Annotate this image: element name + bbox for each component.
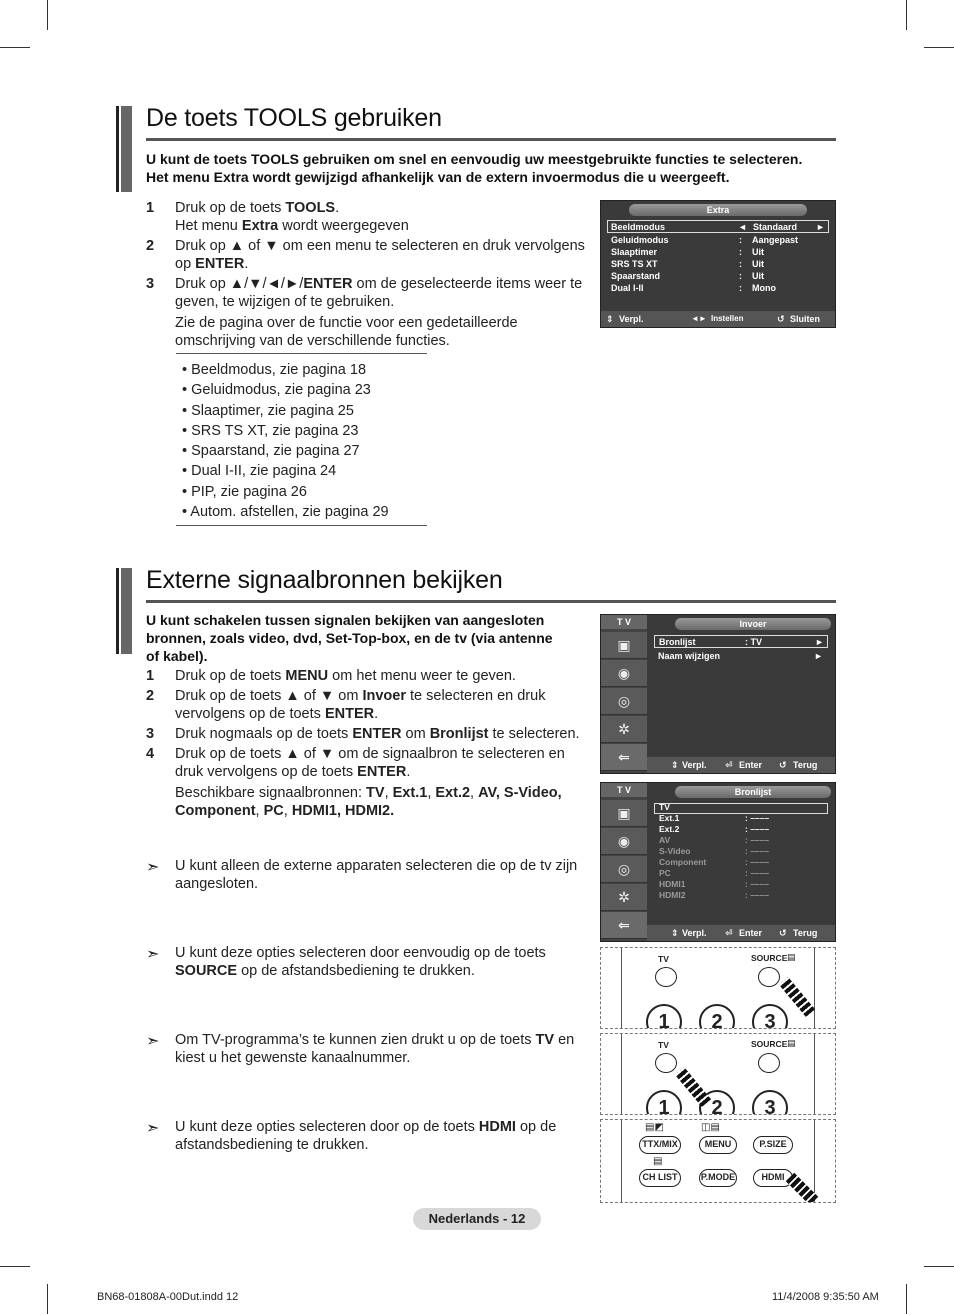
footer-date: 11/4/2008 9:35:50 AM <box>772 1291 879 1303</box>
step-key: MENU <box>285 668 329 684</box>
sound-icon[interactable]: ◉ <box>601 828 647 855</box>
osd-row-label: Spaarstand <box>611 271 661 281</box>
source-icon: ▤ <box>787 1038 796 1048</box>
step-number: 4 <box>146 746 155 762</box>
source-value: : –––– <box>745 846 770 856</box>
crop-mark <box>906 0 907 30</box>
step-key: Invoer <box>362 688 406 704</box>
source-list-item[interactable] <box>659 846 829 857</box>
return-icon: ↺ <box>779 760 787 770</box>
note-arrow-icon: ➣ <box>146 946 160 963</box>
osd-footer <box>601 311 835 327</box>
sources-prefix: Beschikbare signaalbronnen: <box>175 785 367 801</box>
number-button-1[interactable]: 1 <box>646 1004 682 1029</box>
input-icon[interactable]: ⇐ <box>601 912 647 939</box>
note-key: SOURCE <box>175 963 238 979</box>
input-icon[interactable]: ⇐ <box>601 744 647 771</box>
p-mode-button[interactable]: P.MODE <box>699 1169 737 1187</box>
note-text: U kunt deze opties selecteren door op de toets <box>175 1119 479 1135</box>
source-label: PC <box>659 868 671 878</box>
crop-mark <box>0 47 30 48</box>
osd-foot-enter: Enter <box>739 760 763 770</box>
number-button-2[interactable]: 2 <box>699 1004 735 1029</box>
number-button-2[interactable]: 2 <box>699 1090 735 1115</box>
hdmi-button[interactable]: HDMI <box>753 1169 793 1187</box>
source-list-item[interactable] <box>659 890 829 901</box>
source-label: Ext.1 <box>659 813 680 823</box>
list-item: • Slaaptimer, zie pagina 25 <box>182 402 354 419</box>
note-text: en kiest u het gewenste kanaalnummer. <box>175 1032 575 1066</box>
updown-icon: ⇕ <box>606 314 614 324</box>
osd-row-label: SRS TS XT <box>611 259 658 269</box>
intro-line: U kunt de toets TOOLS gebruiken om snel en eenvoudig uw meestgebruikte functies te selecteren. <box>146 151 803 167</box>
section2-title: Externe signaalbronnen bekijken <box>146 566 503 594</box>
osd-row-value: Uit <box>752 271 764 281</box>
step-key: Bronlijst <box>429 726 489 742</box>
list-item: • Geluidmodus, zie pagina 23 <box>182 382 371 399</box>
number-button-3[interactable]: 3 <box>752 1004 788 1029</box>
list-item: • Autom. afstellen, zie pagina 29 <box>182 504 389 521</box>
note-arrow-icon: ➣ <box>146 1120 160 1137</box>
picture-icon[interactable]: ▣ <box>601 632 647 659</box>
ch-list-button[interactable]: CH LIST <box>639 1169 681 1187</box>
osd-row-value: : TV <box>745 637 762 647</box>
footer-filename: BN68-01808A-00Dut.indd 12 <box>97 1291 239 1303</box>
osd-header: Bronlijst <box>675 786 831 798</box>
step-key: ENTER <box>357 764 407 780</box>
source-name: TV <box>366 785 385 801</box>
return-icon: ↺ <box>777 314 785 324</box>
step-text: om het menu weer te geven. <box>328 668 516 684</box>
osd-row-value: Uit <box>752 247 764 257</box>
left-arrow-icon: ◄ <box>738 222 747 232</box>
osd-foot-enter: Enter <box>739 928 763 938</box>
note-key: HDMI <box>478 1119 516 1135</box>
note-arrow-icon: ➣ <box>146 1033 160 1050</box>
osd-row-selected[interactable] <box>654 635 828 648</box>
step-key: ENTER <box>324 706 375 722</box>
osd-tv-tab: T V <box>601 783 647 797</box>
osd-sidebar <box>601 783 647 941</box>
updown-icon: ⇕ <box>671 928 679 938</box>
section2-intro <box>146 611 586 665</box>
step-extra: Zie de pagina over de functie voor een gedetailleerde omschrijving van de verschillende functies. <box>175 315 518 349</box>
step-key: TOOLS <box>285 200 336 216</box>
leftright-icon: ◄► <box>691 314 707 323</box>
note-arrow-icon: ➣ <box>146 859 160 876</box>
osd-row-sep: : <box>739 235 742 245</box>
step-text: Druk op de toets <box>175 668 286 684</box>
channel-icon[interactable]: ◎ <box>601 856 647 883</box>
p-size-button[interactable]: P.SIZE <box>753 1136 793 1154</box>
source-name: PC <box>263 803 284 819</box>
teletext-icon: ▤◩ <box>645 1122 664 1133</box>
source-list <box>659 802 829 901</box>
source-label: Ext.2 <box>659 824 680 834</box>
source-value: : –––– <box>745 879 770 889</box>
source-button[interactable] <box>758 967 780 987</box>
teletext-icon: ▤ <box>653 1156 663 1167</box>
source-name: Component <box>175 803 256 819</box>
note-text: Om TV-programma’s te kunnen zien drukt u op de toets <box>175 1032 536 1048</box>
osd-footer <box>647 925 835 941</box>
teletext-icon: ◫▤ <box>701 1122 720 1133</box>
tv-label: TV <box>658 1040 669 1050</box>
osd-header: Extra <box>629 204 807 216</box>
source-name: HDMI1, HDMI2. <box>291 803 395 819</box>
tv-button[interactable] <box>655 1053 677 1073</box>
number-button-1[interactable]: 1 <box>646 1090 682 1115</box>
list-item: • Spaarstand, zie pagina 27 <box>182 443 360 460</box>
source-label: SOURCE <box>751 953 788 963</box>
note-text: U kunt alleen de externe apparaten selecteren die op de tv zijn aangesloten. <box>175 858 578 892</box>
osd-row-label: Slaaptimer <box>611 247 658 257</box>
menu-button[interactable]: MENU <box>699 1136 737 1154</box>
osd-row-value: Uit <box>752 259 764 269</box>
step-text: . <box>406 764 411 780</box>
right-arrow-icon: ► <box>814 651 823 661</box>
osd-row-sep: : <box>739 247 742 257</box>
osd-foot-back: Terug <box>793 760 818 770</box>
remote-illustration-hdmi <box>600 1119 836 1203</box>
step-number: 1 <box>146 668 155 684</box>
right-arrow-icon: ► <box>815 637 824 647</box>
page-number-badge: Nederlands - 12 <box>413 1208 541 1230</box>
osd-row-label: Beeldmodus <box>611 222 666 232</box>
osd-row-sep: : <box>739 259 742 269</box>
osd-foot-move: Verpl. <box>619 314 644 324</box>
step-text: . <box>374 706 379 722</box>
osd-row-value: Standaard <box>753 222 798 232</box>
source-list-item[interactable] <box>659 824 829 835</box>
source-value: : –––– <box>745 835 770 845</box>
osd-row-label: Naam wijzigen <box>658 651 721 661</box>
source-label: HDMI1 <box>659 879 686 889</box>
source-label: AV <box>659 835 671 845</box>
updown-icon: ⇕ <box>671 760 679 770</box>
step-number: 1 <box>146 200 155 216</box>
osd-row-sep: : <box>739 271 742 281</box>
note-text: op de afstandsbediening te drukken. <box>237 963 475 979</box>
step-key: ENTER <box>195 256 245 272</box>
remote-illustration-tv <box>600 1033 836 1115</box>
step-text: Het menu <box>175 218 242 234</box>
setup-icon[interactable]: ✲ <box>601 884 647 911</box>
osd-row-value: Aangepast <box>752 235 799 245</box>
source-list-item[interactable] <box>659 868 829 879</box>
intro-line: bronnen, zoals video, dvd, Set-Top-box, en de tv (via antenne <box>146 630 553 646</box>
osd-foot-move: Verpl. <box>682 760 707 770</box>
crop-mark <box>906 1284 907 1314</box>
step-text: Druk op de toets ▲ of ▼ om de signaalbron te selecteren en druk vervolgens op de toets <box>175 746 565 780</box>
osd-bronlijst-menu <box>600 782 836 942</box>
crop-mark <box>924 1266 954 1267</box>
note-key: TV <box>535 1032 555 1048</box>
source-label: HDMI2 <box>659 890 686 900</box>
tv-button[interactable] <box>655 967 677 987</box>
note-text: U kunt deze opties selecteren door eenvoudig op de toets <box>175 945 546 961</box>
osd-row-value: Mono <box>752 283 776 293</box>
sources-line: Beschikbare signaalbronnen: TV, Ext.1, Ext.2, AV, S-Video, Component, PC, HDMI1, HDMI2. <box>175 785 562 819</box>
ttx-mix-button[interactable]: TTX/MIX <box>639 1136 681 1154</box>
enter-icon: ⏎ <box>725 928 733 938</box>
source-label: Component <box>659 857 707 867</box>
intro-line: Het menu Extra wordt gewijzigd afhankelijk van de extern invoermodus die u weergeeft. <box>146 169 730 185</box>
sound-icon[interactable]: ◉ <box>601 660 647 687</box>
crop-mark <box>47 0 48 30</box>
osd-row-label: Bronlijst <box>659 637 696 647</box>
step-text: Druk nogmaals op de toets <box>175 726 353 742</box>
title-rule <box>146 138 836 141</box>
osd-header: Invoer <box>675 618 831 630</box>
step-number: 2 <box>146 688 155 704</box>
osd-foot-close: Sluiten <box>790 314 821 324</box>
section1-title: De toets TOOLS gebruiken <box>146 104 442 132</box>
step-number: 3 <box>146 726 155 742</box>
step-text: om de geselecteerde items weer te geven, te wijzigen of te gebruiken. <box>175 276 583 310</box>
source-list-item[interactable] <box>659 879 829 890</box>
remote-illustration-source <box>600 947 836 1029</box>
step-text: te selecteren. <box>488 726 580 742</box>
source-list-item[interactable] <box>659 802 829 813</box>
intro-line: of kabel). <box>146 648 208 664</box>
step-key: ENTER <box>303 276 353 292</box>
osd-tv-tab: T V <box>601 615 647 629</box>
right-arrow-icon: ► <box>816 222 825 232</box>
osd-foot-move: Verpl. <box>682 928 707 938</box>
channel-icon[interactable]: ◎ <box>601 688 647 715</box>
source-value: : –––– <box>745 868 770 878</box>
step-text: Druk op ▲ of ▼ om een menu te selecteren en druk vervolgens op <box>175 238 585 272</box>
osd-extra-menu <box>600 200 836 328</box>
list-item: • Beeldmodus, zie pagina 18 <box>182 362 367 378</box>
osd-row-label: Dual l-ll <box>611 283 644 293</box>
source-button[interactable] <box>758 1053 780 1073</box>
section-marker-bar <box>116 106 132 192</box>
title-rule <box>146 600 836 603</box>
number-button-3[interactable]: 3 <box>752 1090 788 1115</box>
step-number: 2 <box>146 238 155 254</box>
osd-row-selected[interactable] <box>607 220 829 233</box>
intro-line: U kunt schakelen tussen signalen bekijken van aangesloten <box>146 612 545 628</box>
step-key: Extra <box>241 218 279 234</box>
source-value: : –––– <box>745 890 770 900</box>
step-text: om <box>401 726 430 742</box>
osd-invoer-menu <box>600 614 836 774</box>
section-marker-bar <box>116 568 132 654</box>
source-value: : –––– <box>745 813 770 823</box>
source-icon: ▤ <box>787 952 796 962</box>
list-item: • PIP, zie pagina 26 <box>182 483 307 500</box>
step-text: Druk op ▲/▼/◄/►/ <box>175 276 304 292</box>
crop-mark <box>0 1266 30 1267</box>
osd-row-label: Geluidmodus <box>611 235 669 245</box>
step-key: ENTER <box>352 726 402 742</box>
source-name: AV, S-Video, <box>478 785 562 801</box>
list-item: • Dual I-II, zie pagina 24 <box>182 463 337 480</box>
list-item: • SRS TS XT, zie pagina 23 <box>182 422 359 439</box>
osd-foot-back: Terug <box>793 928 818 938</box>
step-text: . <box>335 200 340 216</box>
section1-intro <box>146 150 846 186</box>
source-label: S-Video <box>659 846 691 856</box>
osd-foot-set: Instellen <box>711 314 744 323</box>
crop-mark <box>47 1284 48 1314</box>
enter-icon: ⏎ <box>725 760 733 770</box>
source-list-item[interactable] <box>659 835 829 846</box>
source-label: TV <box>659 802 670 812</box>
picture-icon[interactable]: ▣ <box>601 800 647 827</box>
source-name: Ext.1 <box>392 785 428 801</box>
step-text: Druk op de toets ▲ of ▼ om <box>175 688 363 704</box>
step-text: te selecteren en druk vervolgens op de toets <box>175 688 546 722</box>
source-name: Ext.2 <box>435 785 471 801</box>
step-text: wordt weergegeven <box>278 218 409 234</box>
step-text: Druk op de toets <box>175 200 286 216</box>
source-value: : –––– <box>745 857 770 867</box>
bullet-list-box <box>176 353 427 526</box>
step-number: 3 <box>146 276 155 292</box>
step-text: . <box>244 256 249 272</box>
osd-sidebar <box>601 615 647 773</box>
osd-footer <box>647 757 835 773</box>
setup-icon[interactable]: ✲ <box>601 716 647 743</box>
source-label: SOURCE <box>751 1039 788 1049</box>
source-list-item[interactable] <box>659 857 829 868</box>
return-icon: ↺ <box>779 928 787 938</box>
source-value: : –––– <box>745 824 770 834</box>
source-list-item[interactable] <box>659 813 829 824</box>
note-text: op de afstandsbediening te drukken. <box>175 1119 557 1153</box>
tv-label: TV <box>658 954 669 964</box>
crop-mark <box>924 47 954 48</box>
osd-row-sep: : <box>739 283 742 293</box>
